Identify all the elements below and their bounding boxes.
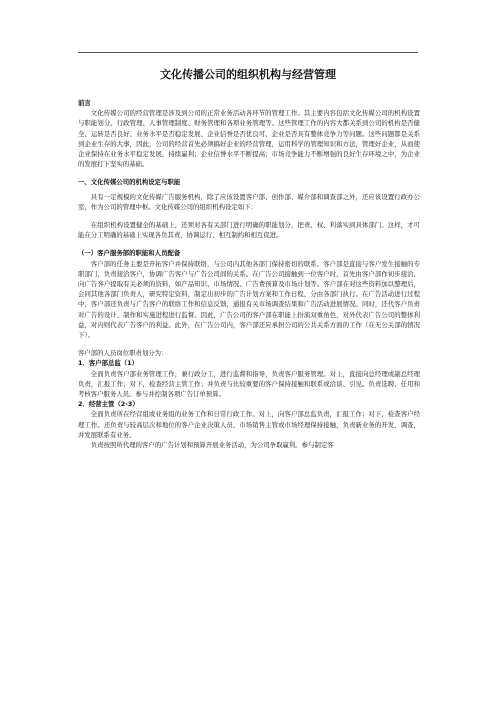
preface-paragraph: 文化传媒公司的经营管理是涉及到公司的正常业务活动各环节的管理工作。其主要内容包括文化传媒公司的机构设置与职能划分、行政管理、人事管理制度、财务管理和各项业务管理等。这些管理工作的内容大都关系到公司的机构是否健全、运转是否良好、业务水平是否稳定发展、企业信誉是否优良可、企业是否具有整体竞争力等问题。这些问题都是关系到企业生存的大事，因此，公司的经营首先必须搞好企业的经营管理，运用科学的管理知识和方法，管理好企业，从而使企业保持在业务水平稳定发展，持续赢利；企业信誉水平不断提高；市场竞争能力不断增强的良好生存环境之中，为企业的发展打下坚实的基础。: [78, 109, 420, 169]
item2-text-2: 负责按照所代理的客户的广告计划和预算开展业务活动，为公司争取赢利。参与制定客: [90, 441, 334, 450]
section1-paragraph-2: 在组织机构设置健全的基础上，还须对各有关部门进行明确的职能划分，把责、权、利落实到具体部门。这样，才可能在分工明确的基础上实现各负其责、协调运行、相互制约和相互促进。: [78, 221, 420, 240]
preface-heading: 前言: [78, 99, 91, 107]
item1-heading: 1．客户部总监（1）: [78, 359, 139, 368]
item2-heading: 2．经营主管（2-3）: [78, 400, 139, 409]
document-body: [78, 98, 420, 450]
section1-paragraph-1: 具有一定规模的文化传媒广告服务机构，除了应该设置客户部、创作部、媒介部和调查部之外，还应该设置行政办公室，作为公司的管理中枢。文化传媒公司的组织机构设定如下：: [78, 192, 420, 211]
subsection1-paragraph-2: 客户部的人员岗位职责划分为：: [78, 349, 168, 358]
item2-text-1: 全面负责所在经营组或业务组的业务工作和日常行政工作。对上，向客户部总监负责，汇报工作；对下，检查客户经理工作。还负责与较高层次和地位的客户企业决策人员、市场销售主管或市场经理保持接触，负责新业务的开发、调查，并发展联系有业务。: [78, 410, 420, 439]
header-rule: [78, 52, 418, 53]
document-title: 文化传播公司的组织机构与经营管理: [160, 68, 336, 81]
subsection1-paragraph-1: 客户部的任务主要是开拓客户并保持联络，与公司内其他各部门保持密切的联系。客户部是直接与客户发生接触的专职部门，负责接洽客户，协调广告客户与广告公司间的关系。在广告公司接触到一位客户时，首先由客户部作初步接洽，向广告客户提取有关必须的资料，如产品知识、市场情况、广告费预算及市场计划等。客户部在对这些资料加以整理后，会同其他各部门负责人，研究特定资料，制定出初步的广告计划方案和工作日程，分由各部门执行。在广告活动进行过程中，客户部还负责与广告客户的联络工作和信息反馈，通报有关市场调查结果和广告活动进展情况。同时，还代客户负责对广告的设计、制作和实施进程进行监督。因此，广告公司的客户部在职能上扮演双重角色，对外代表广告公司的整体利益，对内则代表广告客户的利益。此外，在广告公司内，客户部还应承担公司的公共关系方面的工作（在无公关部的情况下）。: [78, 259, 420, 340]
subsection1-heading: （一）客户服务部的职能和人员配备: [78, 249, 181, 258]
item1-text: 全面负责客户部业务管理工作，兼行政分工，进行监督和指导，负责客户服务管理。对上，直接向总经理或副总经理负责，汇报工作；对下，检查经营主管工作；并负责与比较重要的客户保持接触和联系或洽谈、引见。负责选聘、任用和考核客户服务人员。参与并控制各项广告订单预算。: [78, 369, 420, 399]
section1-heading: 一、文化传媒公司的机构设定与职能: [78, 178, 181, 187]
